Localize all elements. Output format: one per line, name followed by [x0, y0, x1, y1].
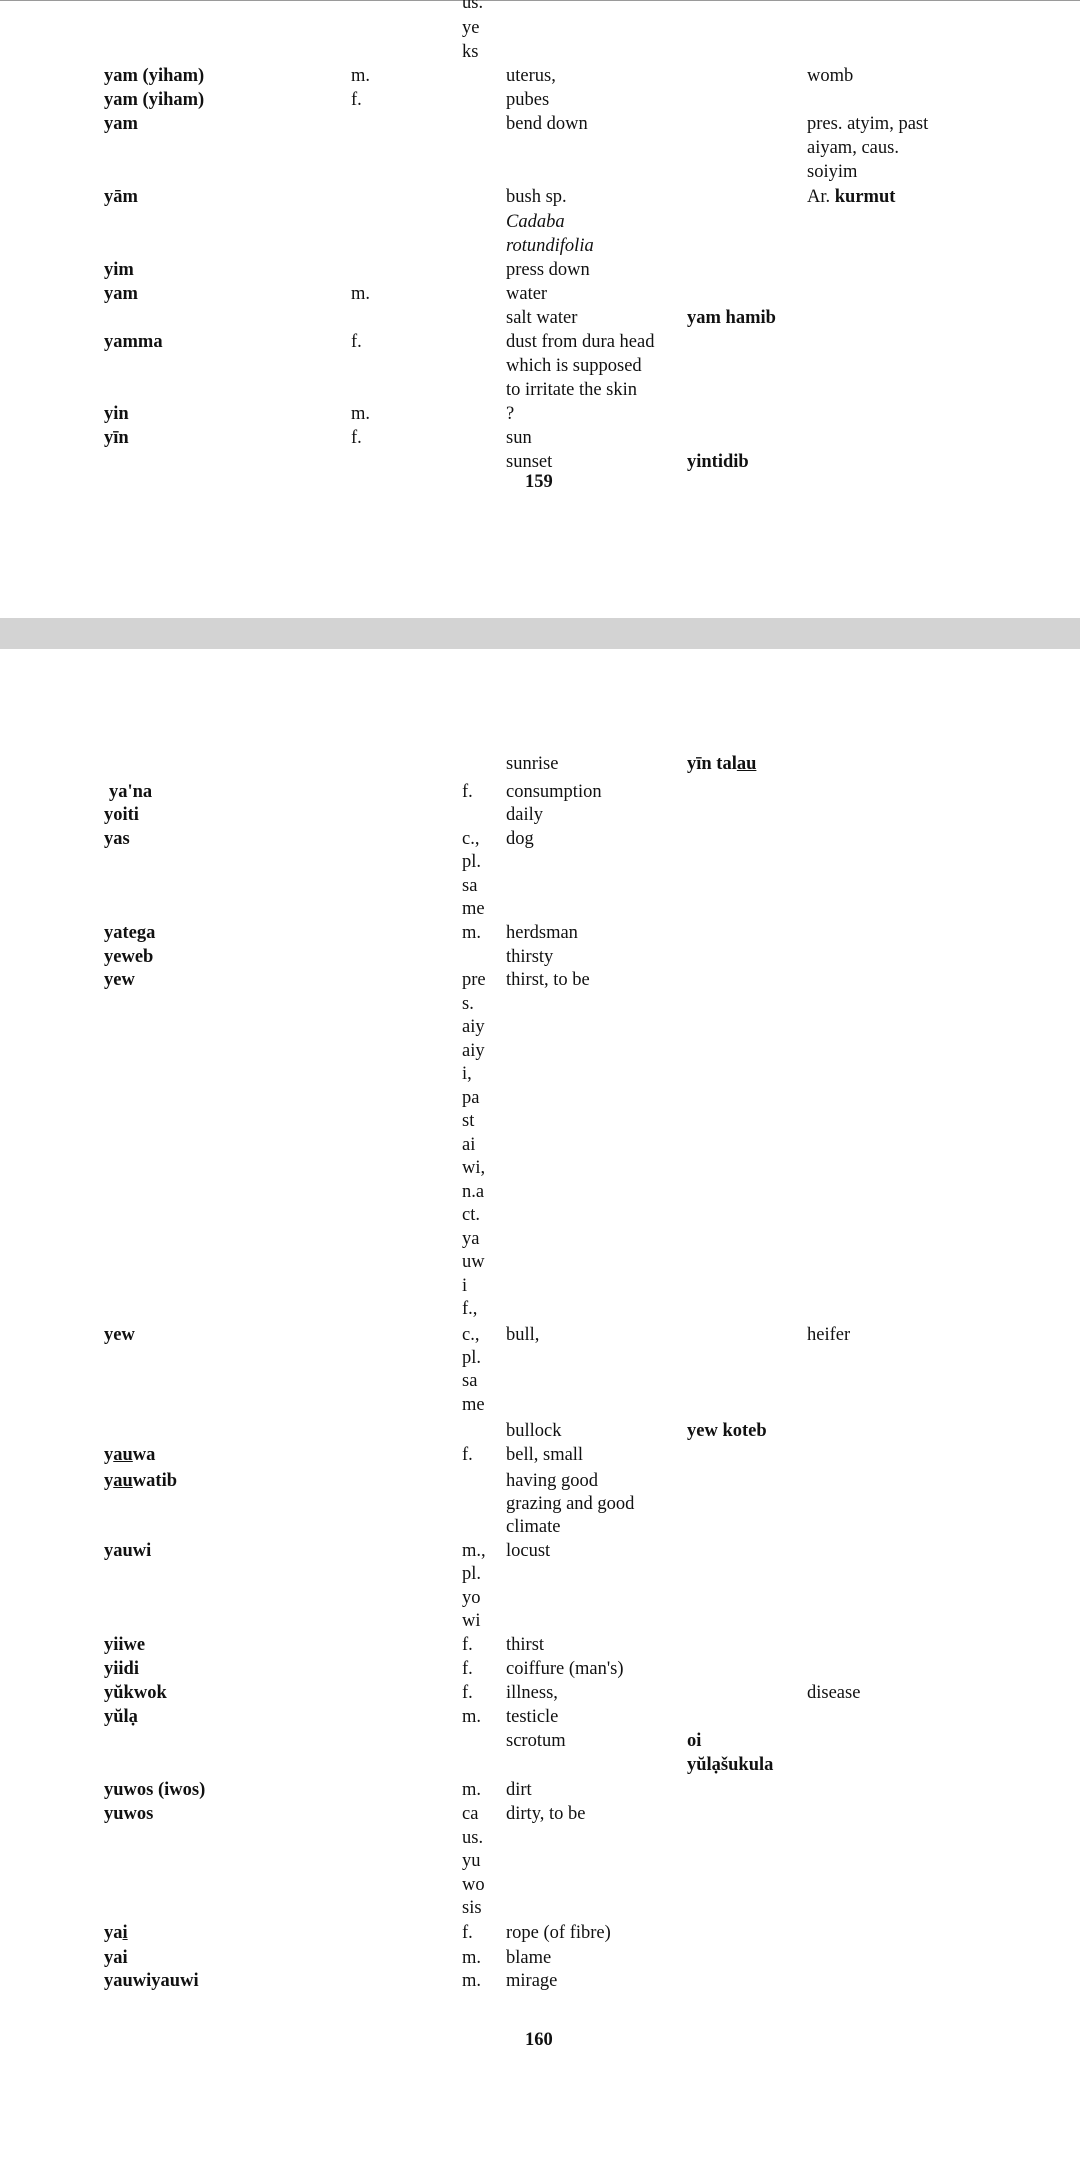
example-text: yam hamib	[687, 308, 776, 328]
headword	[109, 780, 152, 804]
headword-text: yamma	[104, 332, 163, 352]
grammar-label: n.a	[462, 1182, 485, 1202]
entry-row	[0, 1274, 1080, 1298]
headword-text: yai	[104, 1948, 128, 1968]
grammar-label: aiy	[462, 1017, 485, 1037]
gloss: herdsman	[506, 923, 578, 943]
entry-row	[0, 1250, 1080, 1274]
entry-row	[0, 1393, 1080, 1417]
gloss: uterus,	[506, 66, 556, 86]
entry-row	[0, 1419, 1080, 1443]
grammar-label: f.	[351, 332, 362, 352]
gloss: locust	[506, 1541, 551, 1561]
note-text: aiyam, caus.	[807, 138, 899, 158]
gloss: salt water	[506, 308, 578, 328]
gloss: dog	[506, 829, 534, 849]
grammar-label: ca	[462, 1804, 479, 1824]
headword	[104, 1469, 177, 1493]
grammar-label: f.	[462, 1683, 473, 1703]
note-text: Ar.	[807, 187, 831, 207]
gloss: mirage	[506, 1971, 558, 1991]
headword	[104, 112, 138, 136]
entry-row	[0, 426, 1080, 450]
gloss: climate	[506, 1517, 561, 1537]
entry-row	[0, 1896, 1080, 1920]
grammar-label: uw	[462, 1252, 485, 1272]
headword	[104, 827, 130, 851]
entry-row	[0, 234, 1080, 258]
entry-row	[0, 1156, 1080, 1180]
headword-underlined: i	[122, 1923, 128, 1943]
gloss: sunset	[506, 452, 553, 472]
gloss: which is supposed	[506, 356, 642, 376]
entry-row	[0, 1015, 1080, 1039]
note	[807, 1681, 860, 1705]
headword	[104, 1946, 128, 1970]
entry-row	[0, 1469, 1080, 1493]
headword	[104, 921, 155, 945]
headword	[104, 1681, 167, 1705]
grammar-label: m.	[351, 284, 371, 304]
gloss: consumption	[506, 782, 602, 802]
gloss: bend down	[506, 114, 588, 134]
headword	[104, 185, 138, 209]
page-number-159: 159	[525, 472, 553, 492]
entry-row	[0, 1180, 1080, 1204]
headword	[104, 1778, 205, 1802]
gloss: illness,	[506, 1683, 558, 1703]
gloss: dirt	[506, 1780, 532, 1800]
entry-row	[0, 1969, 1080, 1993]
example-phrase	[687, 306, 776, 330]
entry-row	[0, 1946, 1080, 1970]
example-phrase	[687, 1729, 701, 1753]
entry-row	[0, 1705, 1080, 1729]
entry-row	[0, 1369, 1080, 1393]
grammar-label: pl.	[462, 852, 482, 872]
headword-text: ya	[104, 1923, 123, 1943]
grammar-label: m.	[462, 1780, 482, 1800]
grammar-label: m.	[351, 66, 371, 86]
entry-row	[0, 874, 1080, 898]
gloss-scientific-name: Cadaba	[506, 212, 565, 232]
entry-row	[0, 1778, 1080, 1802]
headword-text: yin	[104, 404, 129, 424]
entry-row	[0, 1609, 1080, 1633]
entry-row	[0, 1346, 1080, 1370]
headword	[104, 64, 204, 88]
gloss: sun	[506, 428, 532, 448]
gloss: having good	[506, 1471, 598, 1491]
entry-row	[0, 1729, 1080, 1753]
grammar-label: wi	[462, 1611, 481, 1631]
headword	[104, 1802, 153, 1826]
entry-row	[0, 160, 1080, 184]
note-bold: kurmut	[834, 187, 896, 207]
grammar-label: me	[462, 1395, 485, 1415]
entry-row	[0, 827, 1080, 851]
dictionary-page-159	[0, 0, 1080, 618]
grammar-label: ya	[462, 1229, 480, 1249]
headword	[104, 1443, 155, 1467]
grammar-label: ye	[462, 18, 480, 38]
note	[807, 64, 853, 88]
entry-row	[0, 992, 1080, 1016]
entry-row	[0, 88, 1080, 112]
entry-row	[0, 1109, 1080, 1133]
grammar-label: ct.	[462, 1205, 480, 1225]
grammar-label: s.	[462, 994, 474, 1014]
headword-text: y	[104, 1445, 114, 1465]
example-phrase	[687, 752, 756, 776]
grammar-label: m.	[462, 923, 482, 943]
grammar-label: yo	[462, 1588, 481, 1608]
example-text: yīn tal	[687, 754, 737, 774]
note-text: soiyim	[807, 162, 858, 182]
headword-rest: wa	[132, 1445, 156, 1465]
headword	[104, 1657, 139, 1681]
gloss: thirsty	[506, 947, 554, 967]
grammar-label: m.,	[462, 1541, 486, 1561]
headword-underlined: au	[113, 1445, 133, 1465]
gloss: dust from dura head	[506, 332, 655, 352]
gloss: ?	[506, 404, 515, 424]
grammar-label: m.	[462, 1948, 482, 1968]
gloss: daily	[506, 805, 543, 825]
headword-text: yiidi	[104, 1659, 139, 1679]
grammar-label: ks	[462, 42, 479, 62]
entry-row	[0, 1753, 1080, 1777]
headword	[104, 945, 153, 969]
entry-row	[0, 752, 1080, 776]
gloss: bell, small	[506, 1445, 584, 1465]
entry-row	[0, 282, 1080, 306]
example-text: oi	[687, 1731, 702, 1751]
entry-row	[0, 1323, 1080, 1347]
gloss: press down	[506, 260, 590, 280]
entry-row	[0, 780, 1080, 804]
note-text: heifer	[807, 1325, 851, 1345]
example-text: yŭlạšukula	[687, 1755, 774, 1775]
entry-row	[0, 1802, 1080, 1826]
grammar-label: st	[462, 1111, 475, 1131]
example-text: yew koteb	[687, 1421, 767, 1441]
note	[807, 160, 857, 184]
headword-text: yam	[104, 114, 138, 134]
gloss: thirst	[506, 1635, 545, 1655]
entry-row	[0, 1039, 1080, 1063]
headword-rest: watib	[132, 1471, 177, 1491]
headword-text: yatega	[104, 923, 156, 943]
entry-row	[0, 1657, 1080, 1681]
grammar-label: us.	[462, 0, 484, 13]
headword	[104, 968, 135, 992]
headword-text: yim	[104, 260, 134, 280]
gloss: scrotum	[506, 1731, 566, 1751]
note	[807, 112, 928, 136]
entry-row	[0, 1203, 1080, 1227]
headword-text: y	[104, 1471, 114, 1491]
grammar-label: wi,	[462, 1158, 486, 1178]
entry-row	[0, 1086, 1080, 1110]
headword-text: yŭkwok	[104, 1683, 167, 1703]
entry-row	[0, 40, 1080, 64]
note	[807, 185, 895, 209]
gloss: sunrise	[506, 754, 559, 774]
headword-text: yam (yiham)	[104, 66, 205, 86]
headword-text: yew	[104, 970, 135, 990]
headword-text: yuwos	[104, 1804, 154, 1824]
grammar-label: f.	[462, 1445, 473, 1465]
grammar-label: me	[462, 899, 485, 919]
gloss: water	[506, 284, 548, 304]
entry-row	[0, 1297, 1080, 1321]
grammar-label: pa	[462, 1088, 480, 1108]
note	[807, 1323, 850, 1347]
entry-row	[0, 1133, 1080, 1157]
entry-row	[0, 1227, 1080, 1251]
grammar-label: wo	[462, 1875, 485, 1895]
gloss: to irritate the skin	[506, 380, 638, 400]
grammar-label: us.	[462, 1828, 484, 1848]
entry-row	[0, 1539, 1080, 1563]
entry-row	[0, 210, 1080, 234]
grammar-label: f.	[462, 1923, 473, 1943]
gloss: bull,	[506, 1325, 540, 1345]
headword	[104, 1969, 199, 1993]
entry-row	[0, 0, 1080, 15]
grammar-label: f.	[462, 1635, 473, 1655]
entry-row	[0, 1562, 1080, 1586]
example-underlined: au	[736, 754, 757, 774]
grammar-label: aiy	[462, 1041, 485, 1061]
entry-row	[0, 402, 1080, 426]
headword	[104, 1539, 151, 1563]
page-number-160: 160	[525, 2030, 553, 2050]
gloss: blame	[506, 1948, 552, 1968]
headword-text: yas	[104, 829, 130, 849]
entry-row	[0, 1826, 1080, 1850]
entry-row	[0, 378, 1080, 402]
entry-row	[0, 897, 1080, 921]
grammar-label: sa	[462, 876, 478, 896]
grammar-label: pl.	[462, 1564, 482, 1584]
gloss: thirst, to be	[506, 970, 590, 990]
grammar-label: m.	[462, 1707, 482, 1727]
entry-row	[0, 185, 1080, 209]
grammar-label: f.	[351, 428, 362, 448]
entry-row	[0, 1873, 1080, 1897]
headword-text: yām	[104, 187, 138, 207]
grammar-label: c.,	[462, 829, 480, 849]
entry-row	[0, 112, 1080, 136]
grammar-label: f.,	[462, 1299, 478, 1319]
headword	[104, 1323, 135, 1347]
headword	[104, 402, 129, 426]
headword-text: yuwos (iwos)	[104, 1780, 206, 1800]
entry-row	[0, 1492, 1080, 1516]
entry-row	[0, 803, 1080, 827]
headword	[104, 1633, 145, 1657]
entry-row	[0, 354, 1080, 378]
entry-row	[0, 968, 1080, 992]
gloss: rope (of fibre)	[506, 1923, 611, 1943]
gloss: coiffure (man's)	[506, 1659, 624, 1679]
page-separator	[0, 618, 1080, 649]
example-text: yintidib	[687, 452, 749, 472]
grammar-label: i,	[462, 1064, 472, 1084]
headword-text: yiiwe	[104, 1635, 146, 1655]
gloss: dirty, to be	[506, 1804, 586, 1824]
headword-text: ya'na	[109, 782, 153, 802]
entry-row	[0, 1443, 1080, 1467]
entry-row	[0, 64, 1080, 88]
entry-row	[0, 1849, 1080, 1873]
entry-row	[0, 136, 1080, 160]
note	[807, 136, 899, 160]
grammar-label: f.	[462, 1659, 473, 1679]
headword-text: yam (yiham)	[104, 90, 205, 110]
gloss: testicle	[506, 1707, 559, 1727]
grammar-label: i	[462, 1276, 468, 1296]
grammar-label: ai	[462, 1135, 476, 1155]
entry-row	[0, 1633, 1080, 1657]
headword	[104, 282, 138, 306]
note-text: womb	[807, 66, 854, 86]
note-text: disease	[807, 1683, 861, 1703]
headword	[104, 426, 129, 450]
entry-row	[0, 1062, 1080, 1086]
headword-text: yam	[104, 284, 138, 304]
grammar-label: c.,	[462, 1325, 480, 1345]
headword-text: yeweb	[104, 947, 154, 967]
entry-row	[0, 258, 1080, 282]
headword-underlined: au	[113, 1471, 133, 1491]
headword-text: yīn	[104, 428, 129, 448]
example-phrase	[687, 450, 749, 474]
gloss-scientific-name: rotundifolia	[506, 236, 594, 256]
headword	[104, 88, 204, 112]
headword	[104, 1921, 128, 1945]
example-phrase	[687, 1419, 767, 1443]
entry-row	[0, 330, 1080, 354]
dictionary-page-160	[0, 649, 1080, 2173]
headword-text: yoiti	[104, 805, 139, 825]
headword	[104, 803, 139, 827]
entry-row	[0, 921, 1080, 945]
headword-text: yauwi	[104, 1541, 152, 1561]
entry-row	[0, 850, 1080, 874]
grammar-label: f.	[462, 782, 473, 802]
entry-row	[0, 16, 1080, 40]
headword	[104, 330, 163, 354]
grammar-label: pre	[462, 970, 486, 990]
grammar-label: yu	[462, 1851, 481, 1871]
example-phrase	[687, 1753, 773, 1777]
entry-row	[0, 945, 1080, 969]
headword	[104, 1705, 138, 1729]
grammar-label: f.	[351, 90, 362, 110]
entry-row	[0, 1681, 1080, 1705]
grammar-label: pl.	[462, 1348, 482, 1368]
headword	[104, 258, 134, 282]
entry-row	[0, 1921, 1080, 1945]
entry-row	[0, 1586, 1080, 1610]
gloss: bullock	[506, 1421, 562, 1441]
grammar-label: m.	[462, 1971, 482, 1991]
headword-text: yew	[104, 1325, 135, 1345]
entry-row	[0, 306, 1080, 330]
gloss: pubes	[506, 90, 550, 110]
gloss: grazing and good	[506, 1494, 635, 1514]
grammar-label: sis	[462, 1898, 482, 1918]
note-text: pres. atyim, past	[807, 114, 929, 134]
headword-text: yauwiyauwi	[104, 1971, 199, 1991]
headword-text: yŭlạ	[104, 1707, 138, 1727]
grammar-label: m.	[351, 404, 371, 424]
gloss: bush sp.	[506, 187, 567, 207]
grammar-label: sa	[462, 1371, 478, 1391]
entry-row	[0, 1515, 1080, 1539]
